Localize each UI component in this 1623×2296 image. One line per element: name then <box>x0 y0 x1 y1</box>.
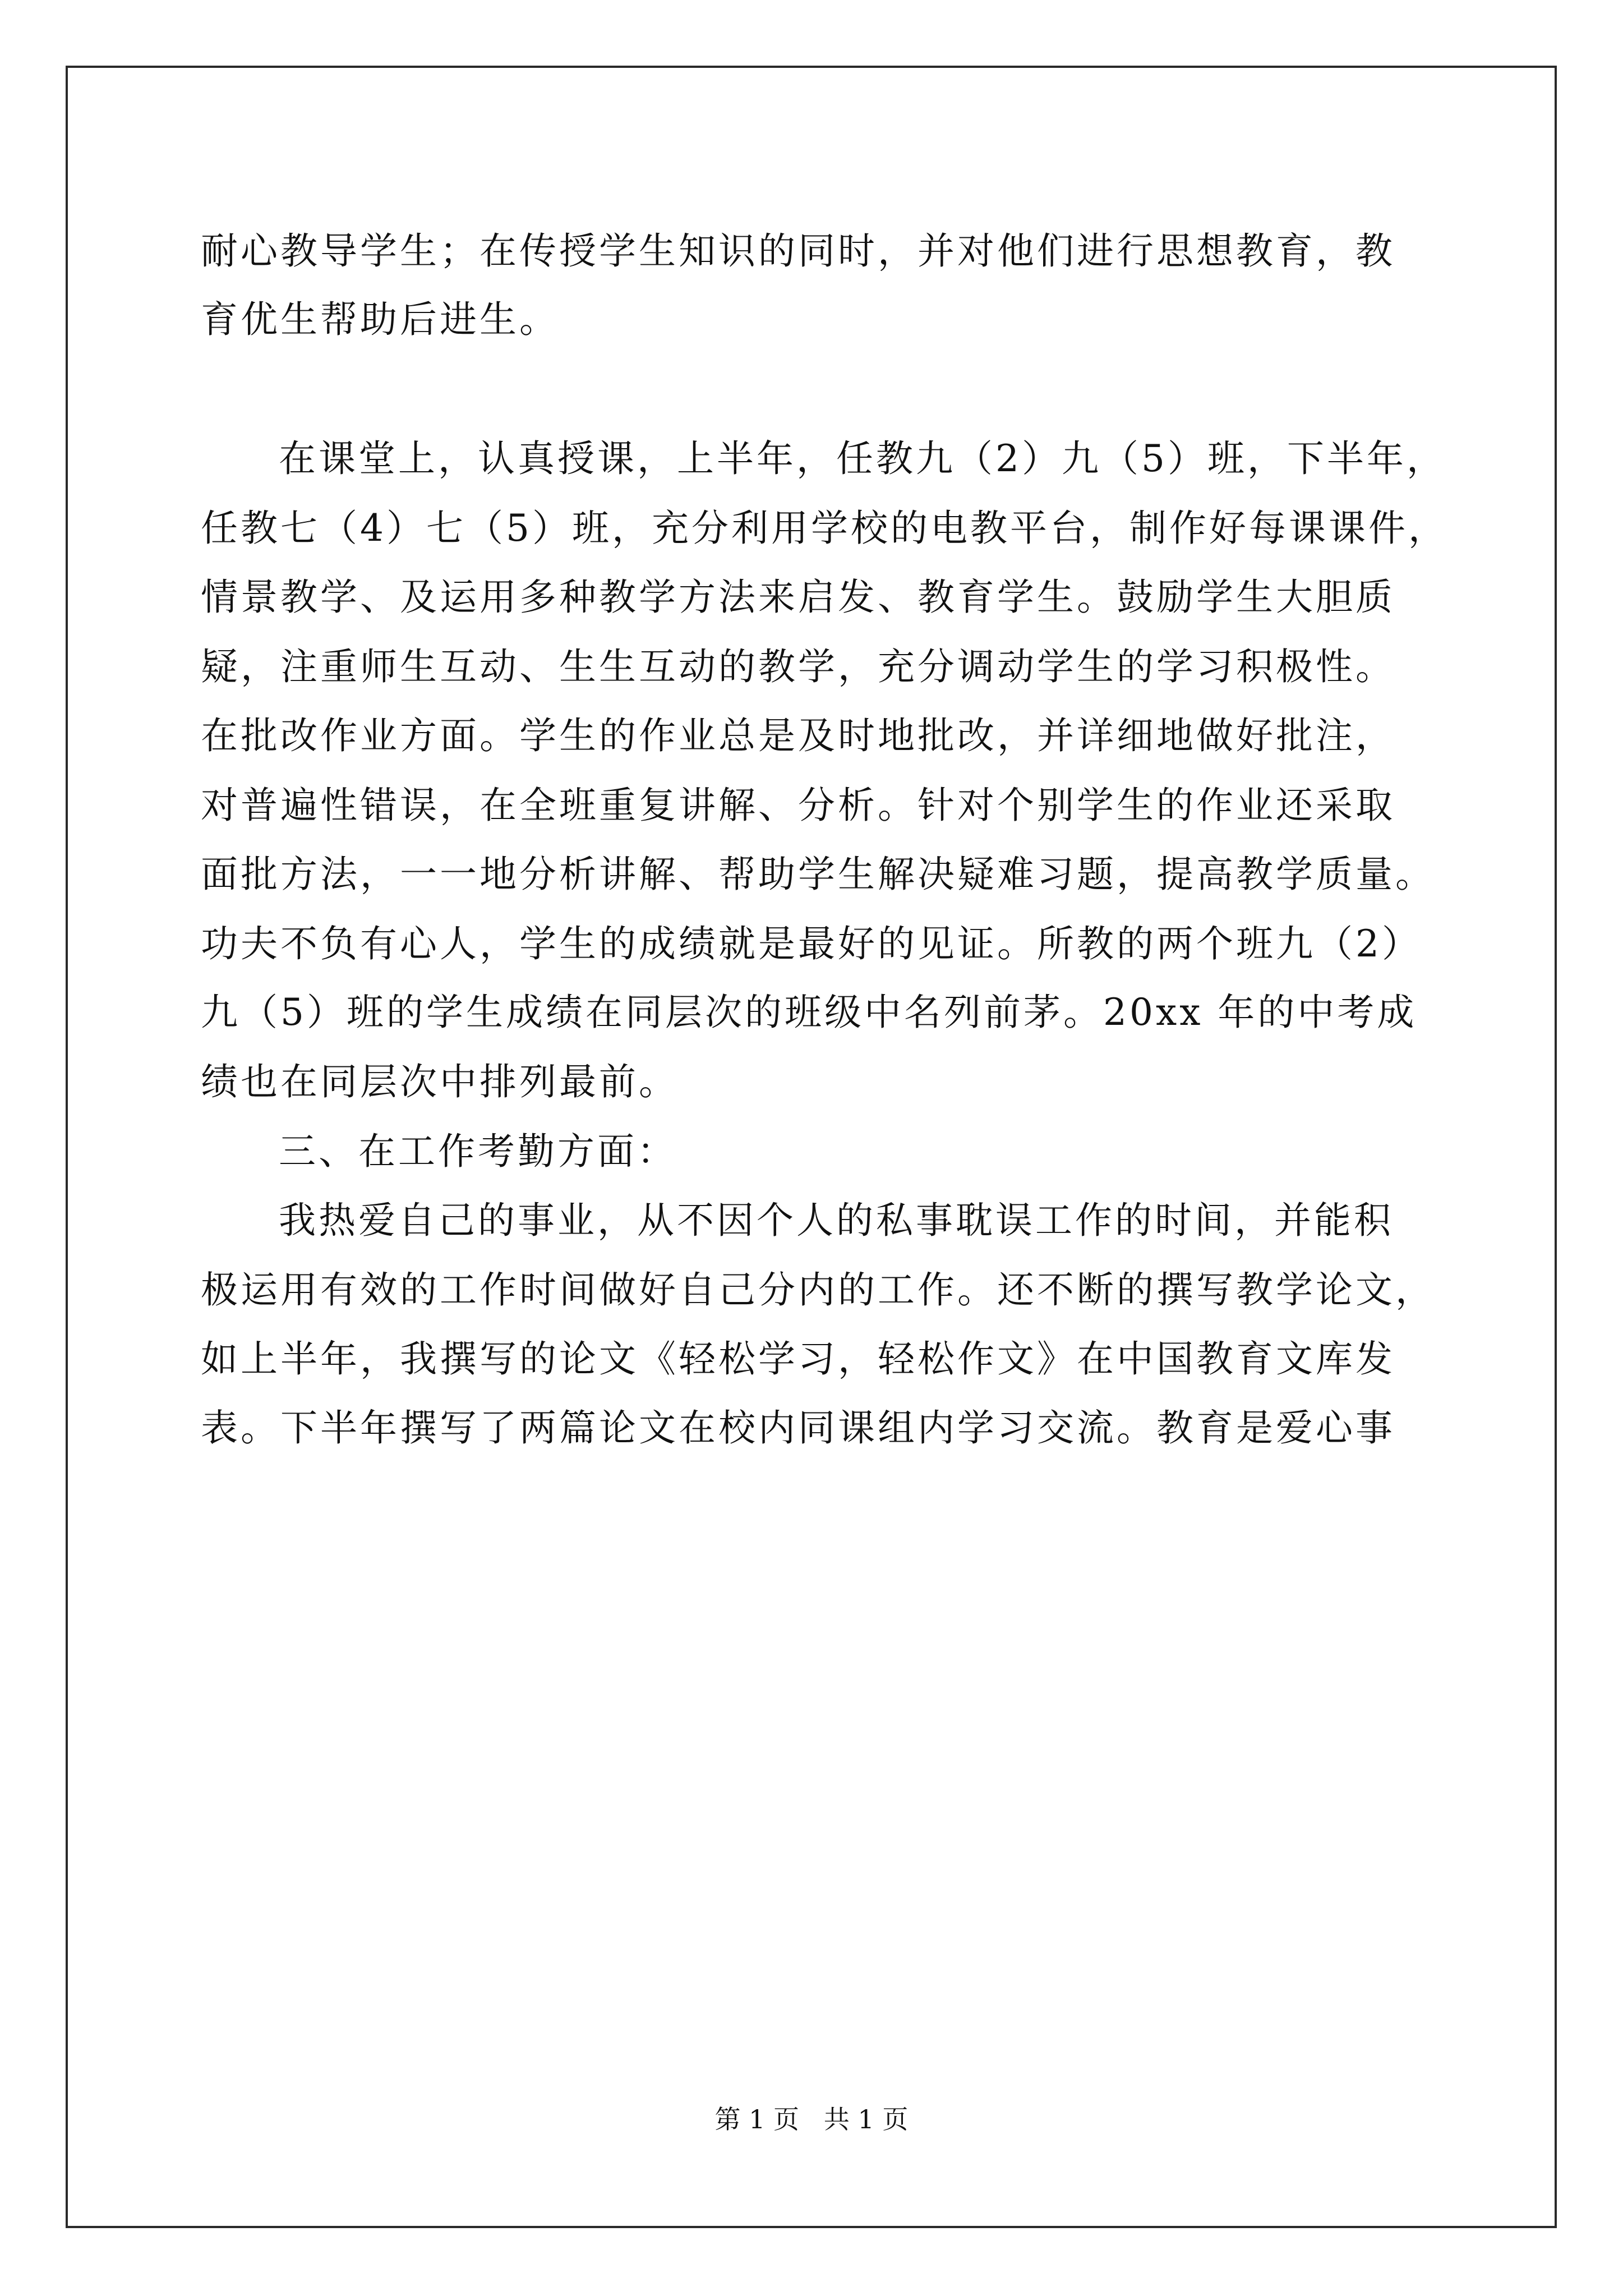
page-number: 第 1 页 共 1 页 <box>714 2104 909 2134</box>
text-line: 情景教学、及运用多种教学方法来启发、教育学生。鼓励学生大胆质 <box>201 576 1395 619</box>
text-line: 育优生帮助后进生。 <box>201 298 559 341</box>
text-line: 在批改作业方面。学生的作业总是及时地批改，并详细地做好批注， <box>201 714 1395 757</box>
text-line: 如上半年，我撰写的论文《轻松学习，轻松作文》在中国教育文库发 <box>201 1337 1395 1381</box>
text-line: 极运用有效的工作时间做好自己分内的工作。还不断的撰写教学论文， <box>201 1268 1435 1312</box>
text-line: 面批方法，一一地分析讲解、帮助学生解决疑难习题，提高教学质量。 <box>201 853 1435 896</box>
text-line: 表。下半年撰写了两篇论文在校内同课组内学习交流。教育是爱心事 <box>201 1406 1395 1450</box>
text-line: 绩也在同层次中排列最前。 <box>201 1060 679 1103</box>
text-line: 任教七（4）七（5）班，充分利用学校的电教平台，制作好每课课件， <box>201 507 1448 550</box>
text-line: 功夫不负有心人，学生的成绩就是最好的见证。所教的两个班九（2） <box>201 922 1422 965</box>
text-line: 九（5）班的学生成绩在同层次的班级中名列前茅。20xx 年的中考成 <box>201 991 1417 1034</box>
text-line: 疑，注重师生互动、生生互动的教学，充分调动学生的学习积极性。 <box>201 645 1395 688</box>
section-heading: 三、在工作考勤方面： <box>279 1130 677 1173</box>
paragraph-first-line: 我热爱自己的事业，从不因个人的私事耽误工作的时间，并能积 <box>279 1199 1394 1242</box>
text-line: 耐心教导学生；在传授学生知识的同时，并对他们进行思想教育，教 <box>201 229 1395 273</box>
paragraph-first-line: 在课堂上，认真授课，上半年，任教九（2）九（5）班，下半年， <box>279 437 1446 480</box>
text-line: 对普遍性错误，在全班重复讲解、分析。针对个别学生的作业还采取 <box>201 784 1395 827</box>
